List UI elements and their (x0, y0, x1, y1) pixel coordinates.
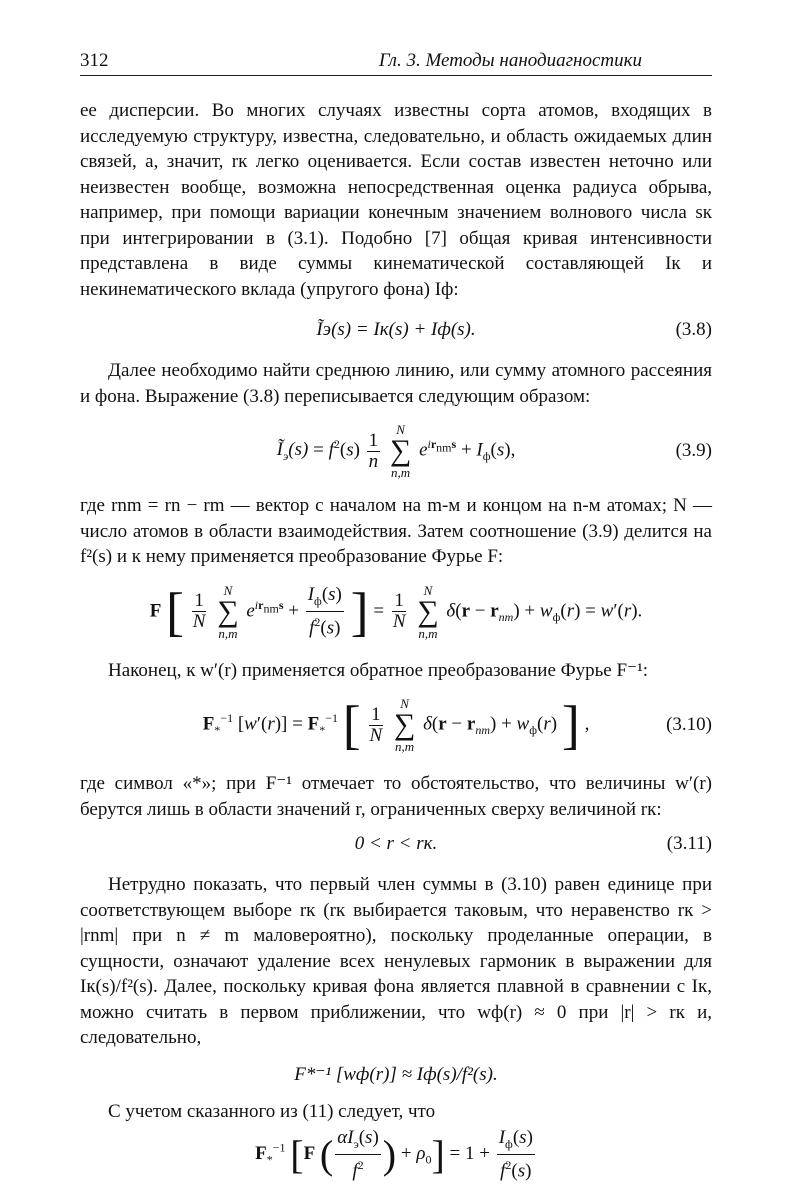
paragraph-5: где символ «*»; при F⁻¹ отмечает то обстоятельство, что величины w′(r) берутся лишь в области значений r, ограниченных сверху величиной rк: (80, 773, 712, 820)
paragraph-1: ее дисперсии. Во многих случаях известны сорта атомов, входящих в исследуемую структуру, известна, следовательно, и область ожидаемых длин связей, а, значит, rк легко оценивается. Если состав известен неточно или неизвестен вообще, возможна непосредственная оценка радиуса обрыва, например, при помощи вариации конечным значением волнового числа sк при интегрировании в (3.1). Подобно [7] общая кривая интенсивности представлена в виде суммы кинематической составляющей Iк и некинематического вклада (упругого фона) Iф: (80, 100, 712, 300)
equation-3-10 (80, 687, 712, 763)
equation-3-9 (80, 415, 712, 487)
equation-approx-body: F*⁻¹ [wф(r)] ≈ Iф(s)/f²(s). (294, 1064, 498, 1085)
chapter-title: Гл. 3. Методы нанодиагностики (378, 50, 642, 71)
equation-final (80, 1126, 712, 1184)
paragraph-2: Далее необходимо найти среднюю линию, или сумму атомного рассеяния и фона. Выражение (3.8) переписывается следующим образом: (80, 360, 712, 407)
equation-3-11 (80, 824, 712, 864)
equation-3-10-number: (3.10) (666, 714, 712, 735)
paragraph-7: С учетом сказанного из (11) следует, что (108, 1100, 436, 1122)
paragraph-4: Наконец, к w′(r) применяется обратное преобразование Фурье F⁻¹: (108, 659, 649, 681)
paragraph-6: Нетрудно показать, что первый член суммы в (3.10) равен единице при соответствующем выборе rк (rк выбирается таковым, что неравенство rк > |rnm| при n ≠ m маловероятно), поскольку проделанные операции, в сущности, означают удаление всех ненулевых гармоник в выражении для Iк(s)/f²(s). Далее, поскольку кривая фона является плавной в сравнении с Iк, можно считать в первом приближении, что wф(r) ≈ 0 при |r| > rк и, следовательно, (80, 874, 712, 1048)
paragraph-3: где rnm = rn − rm — вектор с началом на m-м и концом на n-м атомах; N — число атомов в области взаимодействия. Затем соотношение (3.9) делится на f²(s) и к нему применяется преобразование Фурье F: (80, 495, 712, 567)
equation-approx (80, 1055, 712, 1095)
equation-3-11-body: 0 < r < rк. (354, 833, 438, 854)
running-header (80, 50, 712, 76)
equation-3-8-body: Ĩэ(s) = Iк(s) + Iф(s). (316, 319, 476, 340)
equation-3-9-body: $Ĩ_э(s) = f^2(s)$ $\frac{1}{n}$ N ∑ n,m $e^{ir_{nm}s} + I_ф(s)$, (276, 422, 516, 480)
equation-3-8-number: (3.8) (675, 319, 712, 340)
equation-fourier (80, 574, 712, 650)
equation-3-11-number: (3.11) (666, 833, 712, 854)
equation-3-8 (80, 308, 712, 352)
equation-3-9-number: (3.9) (675, 440, 712, 461)
equation-3-10-body: $F_*^{-1}$ $[w'(r)] = F_*^{-1}$ [ $\frac{1}{N}$ N ∑ n,m $\delta(r - r_{nm}) + w_ф(r)$ ] , (202, 695, 590, 755)
equation-final-body: $F_*^{-1}$ [F ( $\frac{\alpha I_э(s)}{f^2}$ ) + $\rho_0] = 1$ + $\frac{I_ф(s)}{f^2(s)}$ (255, 1127, 533, 1182)
page-number: 312 (80, 50, 109, 71)
equation-fourier-body: F [ $\frac{1}{N}$ N ∑ n,m $e^{ir_{nm}s}$ + $\frac{I_ф(s)}{f^2(s)}$ ] = $\frac{1}{N}$ N ∑ n,m $\delta(r - r_{nm}) + w_ф(r) = w'(r)$. (149, 581, 643, 642)
page (80, 50, 712, 1184)
